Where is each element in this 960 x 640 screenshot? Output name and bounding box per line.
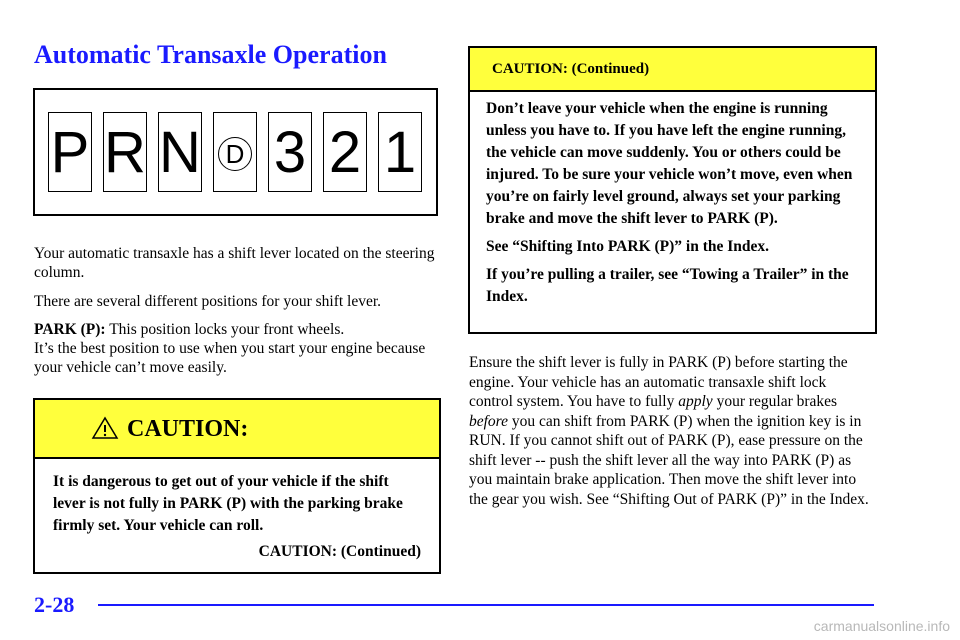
warning-triangle-icon xyxy=(90,416,120,440)
caution-continued-p3: If you’re pulling a trailer, see “Towing a Trailer” in the Index. xyxy=(486,266,849,305)
park-text-2: It’s the best position to use when you start your engine because your vehicle can’t move easily. xyxy=(34,340,426,376)
gear-r: R xyxy=(103,112,147,192)
caution-heading: CAUTION: xyxy=(127,416,249,442)
park-label: PARK (P): xyxy=(34,321,106,338)
gear-1: 1 xyxy=(378,112,422,192)
caution-continued-p1: Don’t leave your vehicle when the engine is running unless you have to. If you have left the engine running, the vehicle can move suddenly. You or others could be injured. To be sure your vehicle won’t move, even when you’re on fairly level ground, always set your parking brake and move the shift lever to PARK (P). xyxy=(486,100,853,227)
gear-2: 2 xyxy=(323,112,367,192)
gear-p: P xyxy=(48,112,92,192)
shift-lock-text-1: Ensure the shift lever is fully in PARK (P) before starting the engine. Your vehicle has an automatic transaxle shift lock control system. You have to fully xyxy=(469,354,848,410)
shift-lock-apply: apply xyxy=(678,393,713,410)
caution-continued-box xyxy=(468,46,877,334)
caution-body xyxy=(35,459,439,563)
gear-d xyxy=(213,112,257,192)
shift-lock-paragraph xyxy=(469,353,869,509)
caution-continued-p2: See “Shifting Into PARK (P)” in the Index. xyxy=(486,238,770,255)
shift-lock-before: before xyxy=(469,412,509,430)
caution-continued-body xyxy=(470,92,875,308)
intro-paragraph: Your automatic transaxle has a shift lever located on the steering column. xyxy=(34,245,435,281)
caution-text: It is dangerous to get out of your vehicle if the shift lever is not fully in PARK (P) with the parking brake firmly set. Your vehicle can roll. xyxy=(53,473,403,534)
park-text: This position locks your front wheels. xyxy=(105,321,345,338)
caution-continued: CAUTION: (Continued) xyxy=(258,543,421,560)
caution-box xyxy=(33,398,441,574)
gear-3: 3 xyxy=(268,112,312,192)
caution-header xyxy=(35,400,439,459)
gear-n: N xyxy=(158,112,202,192)
gear-d-label: D xyxy=(218,137,252,171)
caution-continued-heading: CAUTION: (Continued) xyxy=(470,48,875,92)
page-number: 2-28 xyxy=(34,592,75,617)
positions-paragraph: There are several different positions for your shift lever. xyxy=(34,293,382,310)
page-title: Automatic Transaxle Operation xyxy=(34,40,387,69)
park-paragraph xyxy=(34,320,439,377)
shift-indicator-illustration xyxy=(33,88,438,216)
shift-lock-text-3: you can shift from PARK (P) when the ignition key is in RUN. If you cannot shift out of PARK (P), ease pressure on the shift lever -- push the shift lever all the way into PARK (P) as you maintain brake application. Then move the shift lever into the gear you wish. See “Shifting Out of PARK (P)” in the Index. xyxy=(469,412,869,508)
shift-lock-text-2: your regular brakes xyxy=(712,393,838,410)
footer-rule xyxy=(98,604,874,606)
watermark: carmanualsonline.info xyxy=(813,618,950,634)
